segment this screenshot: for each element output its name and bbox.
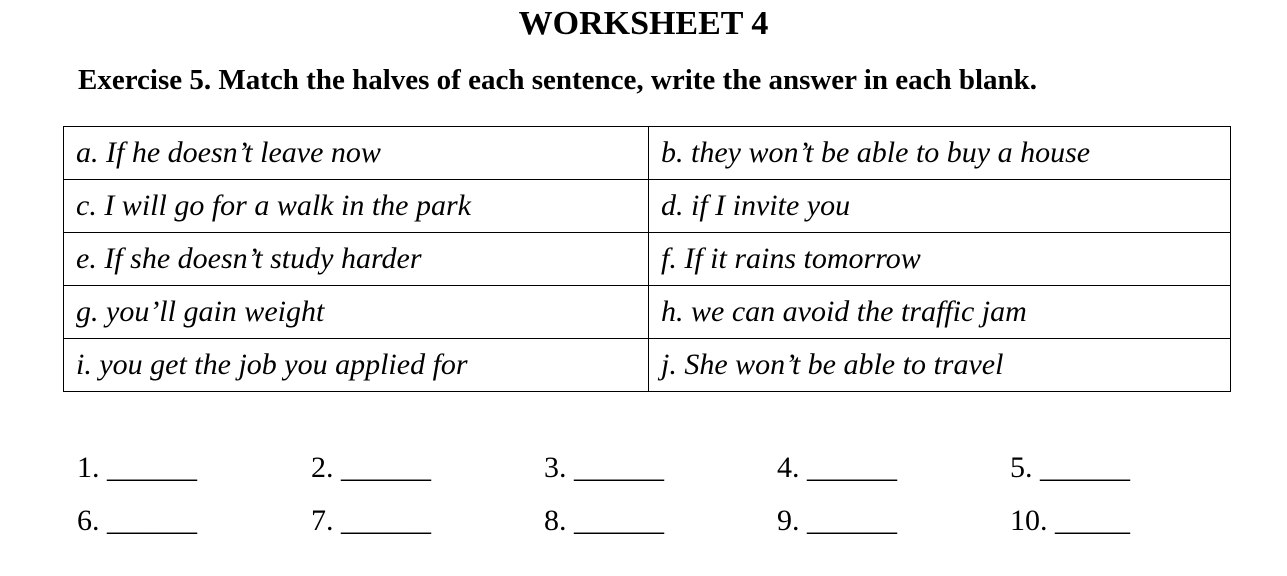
sentence-half-a: a. If he doesn’t leave now — [64, 127, 649, 180]
answer-blank-8[interactable]: 8. ______ — [544, 504, 664, 537]
table-row — [64, 286, 1231, 339]
sentence-half-d: d. if I invite you — [649, 180, 1231, 233]
sentence-half-j: j. She won’t be able to travel — [649, 339, 1231, 392]
matching-table — [63, 126, 1231, 392]
worksheet-title: WORKSHEET 4 — [518, 5, 769, 42]
sentence-half-i: i. you get the job you applied for — [64, 339, 649, 392]
table-row — [64, 233, 1231, 286]
answer-blanks — [77, 446, 1227, 552]
answer-row-2 — [77, 499, 1227, 552]
answer-blank-10[interactable]: 10. _____ — [1010, 504, 1130, 537]
sentence-half-e: e. If she doesn’t study harder — [64, 233, 649, 286]
answer-blank-7[interactable]: 7. ______ — [311, 504, 431, 537]
answer-blank-4[interactable]: 4. ______ — [777, 451, 897, 484]
table-row — [64, 127, 1231, 180]
sentence-half-g: g. you’ll gain weight — [64, 286, 649, 339]
answer-blank-1[interactable]: 1. ______ — [77, 451, 197, 484]
table-row — [64, 180, 1231, 233]
sentence-half-c: c. I will go for a walk in the park — [64, 180, 649, 233]
exercise-instruction: Exercise 5. Match the halves of each sentence, write the answer in each blank. — [78, 64, 1038, 96]
table-row — [64, 339, 1231, 392]
sentence-half-b: b. they won’t be able to buy a house — [649, 127, 1231, 180]
answer-blank-5[interactable]: 5. ______ — [1010, 451, 1130, 484]
sentence-half-f: f. If it rains tomorrow — [649, 233, 1231, 286]
sentence-half-h: h. we can avoid the traffic jam — [649, 286, 1231, 339]
answer-blank-3[interactable]: 3. ______ — [544, 451, 664, 484]
answer-blank-6[interactable]: 6. ______ — [77, 504, 197, 537]
answer-row-1 — [77, 446, 1227, 499]
answer-blank-9[interactable]: 9. ______ — [777, 504, 897, 537]
answer-blank-2[interactable]: 2. ______ — [311, 451, 431, 484]
